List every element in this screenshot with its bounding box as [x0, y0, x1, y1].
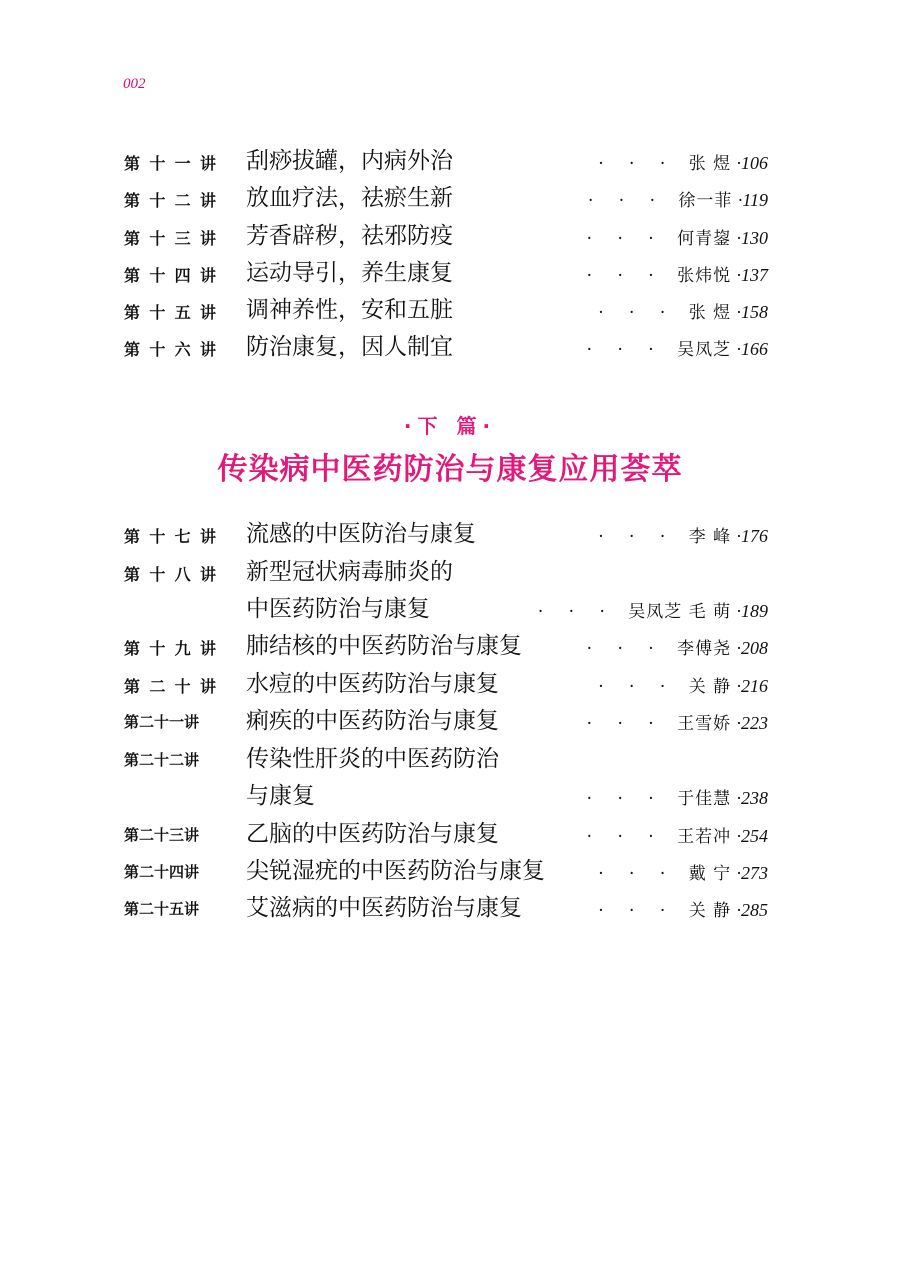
lecture-char: 讲: [199, 565, 216, 584]
page-reference: ·189: [736, 601, 768, 621]
author-name: 戴 宁: [688, 864, 732, 884]
leader-dots: · · ·: [598, 677, 676, 697]
toc-entry-22-continued[interactable]: [0, 780, 900, 812]
entry-title-line-2: 与康复: [246, 783, 315, 809]
lecture-char: 十: [149, 565, 166, 584]
toc-entry-18-continued[interactable]: [0, 593, 900, 625]
leader-dots: · · ·: [598, 303, 676, 323]
lecture-label: 第二十三讲: [124, 826, 200, 844]
entry-title-line-2: 中医药防治与康复: [246, 596, 430, 622]
entry-tail: [598, 298, 768, 323]
toc-entry-11[interactable]: [0, 145, 900, 177]
toc-entry-24[interactable]: [0, 855, 900, 887]
page-reference: ·216: [736, 676, 768, 696]
lecture-number: [124, 749, 216, 770]
leader-dots: · · ·: [586, 827, 664, 847]
lecture-number: [124, 824, 216, 845]
lecture-char: 三: [174, 229, 191, 248]
entry-title: 肺结核的中医药防治与康复: [246, 633, 522, 659]
entry-tail: [598, 522, 768, 547]
leader-dots: · · ·: [586, 229, 664, 249]
leader-dots: · · ·: [586, 266, 664, 286]
lecture-char: 二: [174, 191, 191, 210]
lecture-char: 第: [124, 266, 141, 285]
entry-title-line-1: 新型冠状病毒肺炎的: [246, 559, 453, 585]
entry-tail: [587, 261, 768, 286]
entry-tail: [598, 149, 768, 174]
entry-tail: [588, 186, 768, 211]
lecture-char: 讲: [199, 191, 216, 210]
page-reference: ·254: [736, 826, 768, 846]
author-name: 关 静: [688, 901, 732, 921]
entry-tail: [587, 224, 768, 249]
lecture-char: 讲: [199, 229, 216, 248]
lecture-char: 讲: [199, 677, 216, 696]
leader-dots: · · ·: [586, 789, 664, 809]
lecture-char: 十: [149, 266, 166, 285]
author-name: 于佳慧: [677, 789, 732, 809]
page-reference: ·285: [736, 900, 768, 920]
lecture-number: [124, 711, 216, 732]
lecture-char: 九: [174, 639, 191, 658]
author-name: 张炜悦: [677, 266, 732, 286]
entry-tail: [587, 634, 768, 659]
section-title: 传染病中医药防治与康复应用荟萃: [217, 452, 683, 487]
lecture-char: 十: [149, 191, 166, 210]
lecture-char: 二: [149, 677, 166, 696]
lecture-label: 第二十五讲: [124, 900, 200, 918]
entry-title: 艾滋病的中医药防治与康复: [246, 895, 522, 921]
lecture-char: 十: [174, 677, 191, 696]
author-name: 李傅尧: [677, 639, 732, 659]
toc-entry-13[interactable]: [0, 220, 900, 252]
entry-title: 调神养性，安和五脏: [246, 297, 453, 323]
lecture-char: 第: [124, 527, 141, 546]
page-reference: ·158: [736, 302, 768, 322]
entry-tail: [587, 709, 768, 734]
lecture-char: 第: [124, 565, 141, 584]
lecture-number: [124, 337, 216, 360]
toc-entry-23[interactable]: [0, 818, 900, 850]
leader-dots: · · ·: [587, 191, 666, 211]
lecture-char: 十: [149, 229, 166, 248]
lecture-char: 第: [124, 229, 141, 248]
lecture-char: 第: [124, 191, 141, 210]
lecture-char: 一: [174, 154, 191, 173]
lecture-number: [124, 674, 216, 697]
entry-title: 尖锐湿疣的中医药防治与康复: [246, 858, 545, 884]
author-name: 张 煜: [688, 303, 732, 323]
lecture-number: [124, 300, 216, 323]
lecture-char: 八: [174, 565, 191, 584]
page-reference: ·223: [736, 713, 768, 733]
entry-title: 水痘的中医药防治与康复: [246, 671, 499, 697]
section-kicker: ·下 篇·: [403, 414, 497, 438]
author-name: 何青鋆: [677, 229, 732, 249]
toc-entry-15[interactable]: [0, 294, 900, 326]
lecture-char: 十: [149, 639, 166, 658]
leader-dots: · · ·: [586, 340, 664, 360]
entry-title: 放血疗法，祛瘀生新: [246, 185, 453, 211]
lecture-number: [124, 636, 216, 659]
entry-tail: [598, 672, 768, 697]
lecture-label: 第二十四讲: [124, 863, 200, 881]
entry-title: 痢疾的中医药防治与康复: [246, 708, 499, 734]
entry-title: 防治康复，因人制宜: [246, 334, 453, 360]
entry-title: 芳香辟秽，祛邪防疫: [246, 223, 453, 249]
page-reference: ·137: [736, 265, 768, 285]
author-name: 王若冲: [677, 827, 732, 847]
author-name: 吴凤芝 毛 萌: [628, 602, 732, 622]
lecture-char: 五: [174, 303, 191, 322]
author-name: 王雪娇: [677, 714, 732, 734]
entry-tail: [538, 597, 768, 622]
page-number: 002: [123, 76, 146, 92]
lecture-char: 讲: [199, 639, 216, 658]
lecture-char: 第: [124, 340, 141, 359]
lecture-char: 讲: [199, 154, 216, 173]
toc-entry-20[interactable]: [0, 668, 900, 700]
lecture-label: 第二十二讲: [124, 751, 200, 769]
page-reference: ·119: [737, 190, 768, 210]
toc-entry-18[interactable]: [0, 556, 900, 588]
lecture-char: 讲: [199, 266, 216, 285]
entry-tail: [598, 896, 768, 921]
leader-dots: · · ·: [586, 714, 664, 734]
lecture-char: 十: [149, 340, 166, 359]
lecture-char: 第: [124, 639, 141, 658]
entry-tail: [587, 335, 768, 360]
entry-title: 乙脑的中医药防治与康复: [246, 821, 499, 847]
page-reference: ·208: [736, 638, 768, 658]
lecture-number: [124, 562, 216, 585]
lecture-char: 讲: [199, 340, 216, 359]
author-name: 李 峰: [688, 527, 732, 547]
toc-entry-21[interactable]: [0, 705, 900, 737]
lecture-char: 讲: [199, 527, 216, 546]
lecture-char: 第: [124, 677, 141, 696]
toc-entry-22[interactable]: [0, 743, 900, 775]
entry-tail: [598, 859, 768, 884]
page-reference: ·176: [736, 526, 768, 546]
lecture-char: 四: [174, 266, 191, 285]
lecture-char: 七: [174, 527, 191, 546]
entry-title: 刮痧拔罐，内病外治: [246, 148, 453, 174]
leader-dots: · · ·: [598, 154, 676, 174]
page-reference: ·238: [736, 788, 768, 808]
toc-entry-14[interactable]: [0, 257, 900, 289]
toc-entry-17[interactable]: [0, 518, 900, 550]
entry-title-line-1: 传染性肝炎的中医药防治: [246, 746, 499, 772]
lecture-char: 六: [174, 340, 191, 359]
lecture-char: 第: [124, 303, 141, 322]
author-name: 张 煜: [688, 154, 732, 174]
lecture-char: 十: [149, 527, 166, 546]
lecture-char: 十: [149, 303, 166, 322]
leader-dots: · · ·: [598, 864, 676, 884]
lecture-number: [124, 188, 216, 211]
lecture-char: 第: [124, 154, 141, 173]
toc-entry-25[interactable]: [0, 892, 900, 924]
lecture-char: 讲: [199, 303, 216, 322]
lecture-number: [124, 226, 216, 249]
entry-title: 流感的中医防治与康复: [246, 521, 476, 547]
lecture-label: 第二十一讲: [124, 713, 200, 731]
leader-dots: · · ·: [598, 527, 676, 547]
author-name: 关 静: [688, 677, 732, 697]
page-reference: ·166: [736, 339, 768, 359]
page-reference: ·273: [736, 863, 768, 883]
lecture-char: 十: [149, 154, 166, 173]
lecture-number: [124, 151, 216, 174]
lecture-number: [124, 861, 216, 882]
leader-dots: · · ·: [586, 639, 664, 659]
toc-entry-19[interactable]: [0, 630, 900, 662]
leader-dots: · · ·: [598, 901, 676, 921]
page-reference: ·130: [736, 228, 768, 248]
entry-tail: [587, 822, 768, 847]
toc-entry-16[interactable]: [0, 331, 900, 363]
page-reference: ·106: [736, 153, 768, 173]
lecture-number: [124, 263, 216, 286]
author-name: 吴凤芝: [677, 340, 732, 360]
lecture-number: [124, 898, 216, 919]
entry-tail: [587, 784, 768, 809]
author-name: 徐一菲: [678, 191, 733, 211]
lecture-number: [124, 524, 216, 547]
toc-entry-12[interactable]: [0, 182, 900, 214]
entry-title: 运动导引，养生康复: [246, 260, 453, 286]
leader-dots: · · ·: [537, 602, 615, 622]
